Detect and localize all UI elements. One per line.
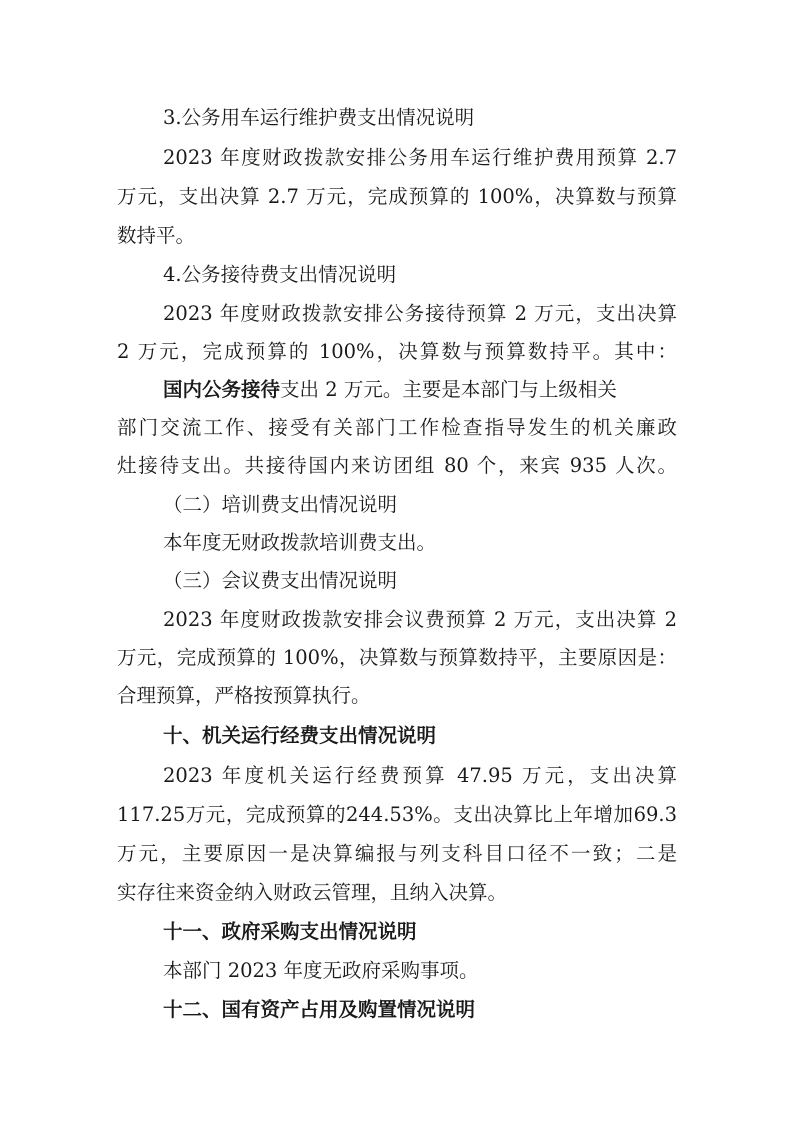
meeting-paragraph-line-3: 合理预算，严格按预算执行。 — [117, 684, 371, 707]
domestic-reception-text: 支出 2 万元。主要是本部门与上级相关 — [280, 378, 617, 401]
section-11-heading: 十一、政府采购支出情况说明 — [163, 920, 417, 943]
section-4-domestic-line-3: 灶接待支出。共接待国内来访团组 80 个，来宾 935 人次。 — [117, 454, 677, 477]
section-3-paragraph-line-1: 2023 年度财政拨款安排公务用车运行维护费用预算 2.7 — [163, 146, 677, 169]
section-10-paragraph-line-3: 万元，主要原因一是决算编报与列支科目口径不一致；二是 — [117, 842, 677, 865]
training-paragraph: 本年度无财政拨款培训费支出。 — [163, 531, 437, 554]
training-heading: （二）培训费支出情况说明 — [163, 493, 398, 516]
section-3-paragraph-line-3: 数持平。 — [117, 224, 196, 247]
section-4-domestic-line-1 — [163, 378, 677, 402]
section-10-paragraph-line-2: 117.25万元，完成预算的244.53%。支出决算比上年增加69.3 — [117, 803, 677, 826]
section-11-paragraph: 本部门 2023 年度无政府采购事项。 — [163, 959, 479, 982]
section-4-heading: 4.公务接待费支出情况说明 — [163, 263, 397, 286]
section-10-heading: 十、机关运行经费支出情况说明 — [163, 724, 437, 747]
section-10-paragraph-line-1: 2023 年度机关运行经费预算 47.95 万元，支出决算 — [163, 764, 677, 787]
section-3-heading: 3.公务用车运行维护费支出情况说明 — [163, 106, 475, 129]
section-12-heading: 十二、国有资产占用及购置情况说明 — [163, 998, 476, 1021]
section-4-paragraph-line-1: 2023 年度财政拨款安排公务接待预算 2 万元，支出决算 — [163, 302, 677, 325]
meeting-heading: （三）会议费支出情况说明 — [163, 569, 398, 592]
meeting-paragraph-line-1: 2023 年度财政拨款安排会议费预算 2 万元，支出决算 2 — [163, 608, 677, 631]
domestic-reception-label: 国内公务接待 — [163, 378, 281, 401]
section-10-paragraph-line-4: 实存往来资金纳入财政云管理，且纳入决算。 — [117, 881, 508, 904]
meeting-paragraph-line-2: 万元，完成预算的 100%，决算数与预算数持平，主要原因是： — [117, 646, 677, 669]
section-3-paragraph-line-2: 万元，支出决算 2.7 万元，完成预算的 100%，决算数与预算 — [117, 185, 677, 208]
section-4-domestic-line-2: 部门交流工作、接受有关部门工作检查指导发生的机关廉政 — [117, 416, 677, 439]
section-4-paragraph-line-2: 2 万元，完成预算的 100%，决算数与预算数持平。其中： — [117, 340, 677, 363]
